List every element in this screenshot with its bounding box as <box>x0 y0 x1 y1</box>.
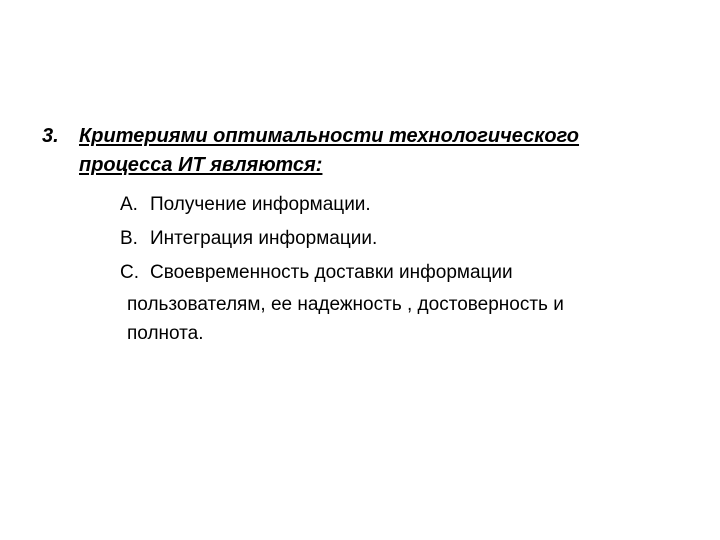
answer-list <box>120 188 700 348</box>
answer-a <box>120 188 700 222</box>
answer-c-continuation-1: пользователям, ее надежность , достоверность и <box>127 294 564 315</box>
answer-c-text: Своевременность доставки информации <box>150 262 513 283</box>
question-block <box>42 122 682 180</box>
answer-c-letter: C. <box>120 262 139 283</box>
question-text-line-1: Критериями оптимальности технологического <box>79 125 580 147</box>
answer-c-continuation-2: полнота. <box>127 323 204 344</box>
answer-b-text: Интеграция информации. <box>150 228 378 249</box>
answer-b-letter: B. <box>120 228 138 249</box>
question-line-1 <box>42 122 682 151</box>
answer-a-letter: A. <box>120 194 138 215</box>
answer-a-text: Получение информации. <box>150 194 371 215</box>
answer-c <box>120 256 700 290</box>
question-text-line-2: процесса ИТ являются: <box>79 154 323 176</box>
answer-b <box>120 222 700 256</box>
question-line-2 <box>42 151 682 180</box>
question-number: 3. <box>42 125 59 147</box>
